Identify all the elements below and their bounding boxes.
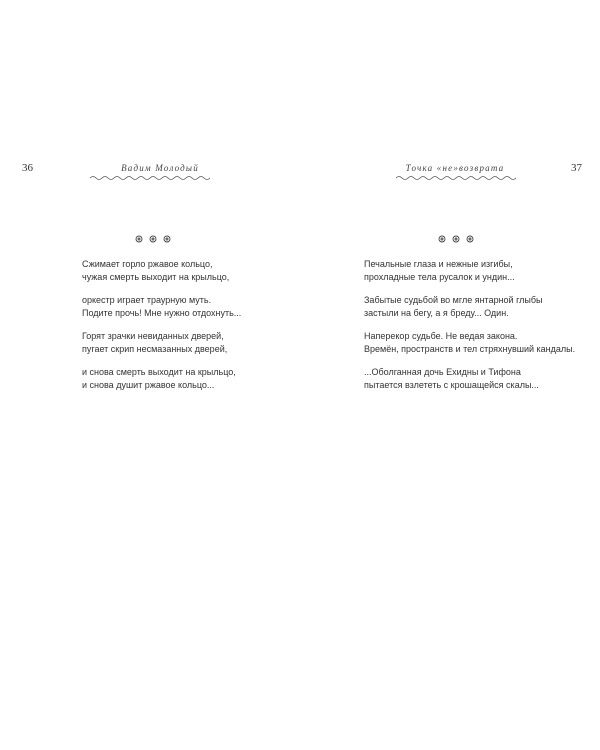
poem-line: пугает скрип несмазанных дверей, bbox=[82, 343, 228, 354]
stanza bbox=[82, 366, 282, 391]
poem-line: и снова смерть выходит на крыльцо, bbox=[82, 367, 236, 377]
poem-line: пытается взлететь с крошащейся скалы... bbox=[364, 379, 539, 390]
poem-line: оркестр играет траурную муть. bbox=[82, 295, 212, 305]
page-number: 37 bbox=[571, 162, 582, 174]
poem-line: Печальные глаза и нежные изгибы, bbox=[364, 259, 513, 269]
running-head: Вадим Молодый bbox=[121, 163, 199, 173]
stanza bbox=[82, 258, 282, 283]
poem-line: Подите прочь! Мне нужно отдохнуть... bbox=[82, 307, 242, 318]
poem-line: Горят зрачки невиданных дверей, bbox=[82, 331, 224, 341]
stanza bbox=[82, 330, 282, 355]
poem-line: прохладные тела русалок и ундин... bbox=[364, 271, 515, 282]
wavy-rule-icon bbox=[396, 175, 516, 181]
stanza bbox=[364, 366, 584, 391]
poem-line: Сжимает горло ржавое кольцо, bbox=[82, 259, 213, 269]
poem-line: Забытые судьбой во мгле янтарной глыбы bbox=[364, 295, 543, 305]
poem-text bbox=[82, 258, 282, 402]
poem-line: Времён, пространств и тел стряхнувший кандалы. bbox=[364, 343, 576, 354]
three-flower-ornament-icon bbox=[436, 233, 476, 245]
poem-line: ...Оболганная дочь Ехидны и Тифона bbox=[364, 367, 521, 377]
stanza bbox=[82, 294, 282, 319]
stanza bbox=[364, 330, 584, 355]
poem-line: застыли на бегу, а я бреду... Один. bbox=[364, 307, 509, 318]
stanza bbox=[364, 294, 584, 319]
wavy-rule-icon bbox=[90, 175, 210, 181]
running-head: Точка «не»возврата bbox=[405, 163, 505, 173]
three-flower-ornament-icon bbox=[133, 233, 173, 245]
poem-line: чужая смерть выходит на крыльцо, bbox=[82, 271, 230, 282]
page-number: 36 bbox=[22, 162, 33, 174]
poem-text bbox=[364, 258, 584, 402]
poem-line: и снова душит ржавое кольцо... bbox=[82, 379, 215, 390]
poem-line: Наперекор судьбе. Не ведая закона. bbox=[364, 331, 518, 341]
right-page bbox=[300, 0, 600, 750]
stanza bbox=[364, 258, 584, 283]
